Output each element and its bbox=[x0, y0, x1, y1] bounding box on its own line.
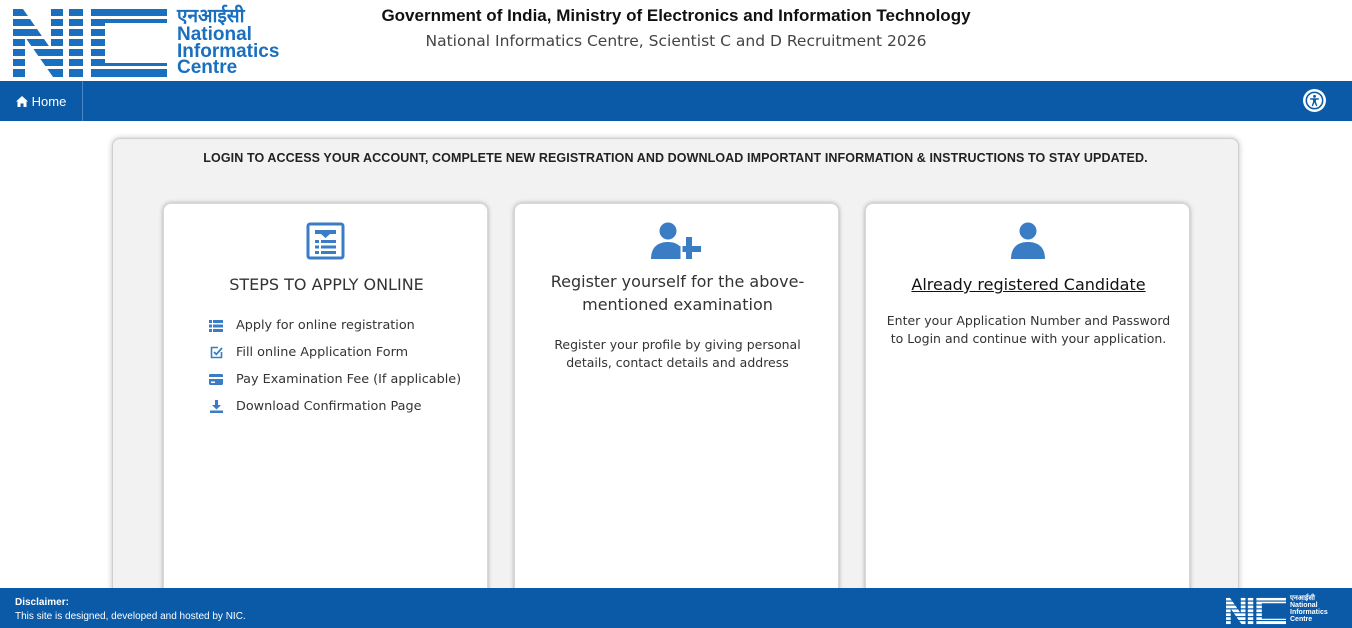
page-title: Government of India, Ministry of Electronics and Information Technology bbox=[381, 6, 971, 25]
logo-line-2: Informatics bbox=[177, 40, 280, 62]
register-card-description: Register your profile by giving personal details, contact details and address bbox=[554, 337, 801, 370]
already-registered-link[interactable]: Already registered Candidate bbox=[911, 275, 1146, 294]
edit-check-icon bbox=[210, 346, 223, 359]
step-label: Apply for online registration bbox=[236, 318, 415, 333]
footer-logo-text bbox=[1290, 595, 1328, 623]
footer-nic-logo bbox=[1226, 595, 1338, 625]
site-header bbox=[0, 0, 1352, 81]
panel-heading: LOGIN TO ACCESS YOUR ACCOUNT, COMPLETE NEW REGISTRATION AND DOWNLOAD IMPORTANT INFORMATION & INSTRUCTIONS TO STAY UPDATED. bbox=[203, 151, 1148, 165]
steps-card-title: STEPS TO APPLY ONLINE bbox=[229, 275, 424, 294]
logo-line-3: Centre bbox=[177, 57, 238, 78]
register-card[interactable] bbox=[514, 203, 839, 623]
step-label: Download Confirmation Page bbox=[236, 399, 422, 414]
application-form-icon bbox=[306, 222, 346, 260]
list-icon bbox=[209, 320, 223, 332]
list-item bbox=[209, 312, 461, 339]
main-panel bbox=[112, 138, 1239, 608]
list-item bbox=[209, 393, 461, 420]
nav-home-label: Home bbox=[31, 93, 67, 109]
accessibility-button[interactable] bbox=[1303, 89, 1326, 112]
step-label: Pay Examination Fee (If applicable) bbox=[236, 372, 462, 387]
disclaimer-title: Disclaimer: bbox=[15, 597, 69, 608]
logo-hindi: एनआईसी bbox=[177, 6, 245, 27]
footer-nic-logo-mark bbox=[1226, 597, 1286, 625]
page-subtitle: National Informatics Centre, Scientist C and D Recruitment 2026 bbox=[425, 32, 927, 50]
footer-logo-line-2: Informatics bbox=[1290, 609, 1328, 616]
home-icon bbox=[16, 96, 28, 107]
accessibility-icon bbox=[1305, 91, 1324, 110]
login-card bbox=[865, 203, 1190, 623]
credit-card-icon bbox=[209, 374, 223, 385]
step-label: Fill online Application Form bbox=[236, 345, 409, 360]
nav-home-link[interactable] bbox=[0, 81, 83, 121]
user-plus-icon bbox=[651, 222, 703, 260]
footer-logo-hindi: एनआईसी bbox=[1290, 595, 1315, 602]
steps-card bbox=[163, 203, 488, 623]
steps-list bbox=[209, 312, 461, 420]
logo-line-1: National bbox=[177, 24, 252, 45]
register-card-title: Register yourself for the above-mentioned examination bbox=[550, 272, 805, 314]
footer-logo-line-3: Centre bbox=[1290, 616, 1313, 623]
login-card-description: Enter your Application Number and Password to Login and continue with your application. bbox=[886, 313, 1171, 346]
user-icon bbox=[1011, 222, 1045, 260]
footer-logo-line-1: National bbox=[1290, 602, 1318, 609]
list-item bbox=[209, 339, 461, 366]
download-icon bbox=[210, 400, 223, 413]
site-footer bbox=[0, 588, 1352, 628]
main-navbar bbox=[0, 81, 1352, 121]
list-item bbox=[209, 366, 461, 393]
disclaimer-text: This site is designed, developed and hosted by NIC. bbox=[15, 611, 246, 622]
